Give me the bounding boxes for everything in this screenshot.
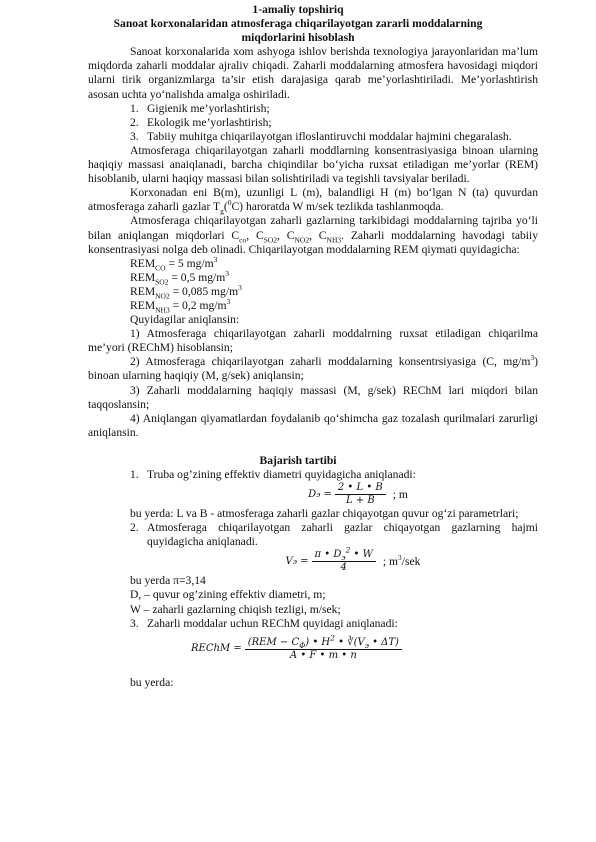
step-number: 2. <box>130 521 139 535</box>
fraction: $\frac{(REM - C_\Phi) • H^2 • ∛(V_э • \Delta T)}{A • F • m • n}$ <box>245 637 402 662</box>
step-number: 3. <box>130 616 139 630</box>
list-text: Gigienik me’yorlashtirish; <box>147 101 270 115</box>
tasks-heading: Quyidagilar aniqlansin: <box>130 313 240 327</box>
norm-list-item <box>130 130 538 144</box>
list-number: 2. <box>130 115 139 129</box>
rem-so2: $REM_{SO2} = 0,5$ $mg/m^3$ <box>130 268 229 287</box>
list-text: Tabiiy muhitga chiqarilayotgan ifloslantiruvchi moddalar hajmini chegaralash. <box>147 129 512 143</box>
norm-list-item <box>130 116 538 130</box>
step-text: Atmosferaga chiqarilayotgan zaharli gazlar chiqayotgan gazlarning hajmi quyidagicha aniqlanadi. <box>147 521 538 549</box>
step-number: 1. <box>130 468 139 481</box>
intro-paragraph-1: Sanoat korxonalarida xom ashyoga ishlov berishda texnologiya jarayonlaridan ma’lum miqdorda zaharli moddalar ajraliv chiqadi. Zaharli moddalarning atmosfera havosidagi miqdori ularni tirik organizmlarga ta’sir etish darajasiga qarab me’yorlashtiriladi. Me’yorlashtirish asosan uchta yo‘nalishda amalga oshiriladi. <box>88 45 538 101</box>
fraction: $\frac{2 • L • B}{L + B}$ <box>335 482 386 507</box>
formula-rechm: REChM = $\frac{(REM - C_\Phi) • H^2 • ∛(V_э • \Delta T)}{A • F • m • n}$ <box>0 637 596 662</box>
d-note: D, – quvur og’zining effektiv diametri, m; <box>130 588 326 602</box>
doc-title-line1: 1-amaliy topshiriq <box>252 3 344 16</box>
step-2 <box>130 521 538 549</box>
intro-paragraph-4: Atmosferaga chiqarilayotgan zaharli gazlarning tarkibidagi moddalarning tajriba yo‘li bilan aniqlangan miqdorlari $C_{co}$, $C_{SO2}$, $C_{NO2}$, $C_{NH3}$. Zaharli moddalarning havodagi tabiiy konsentrasiyasi nolga deb olinadi. Chiqarilayotgan moddalarning REM qiymati quyidagicha: <box>88 214 539 256</box>
formula-volume: V э = $\frac{\pi • D_э^2 • W}{4}$ ; $m^3$/sek <box>285 546 421 574</box>
task-1: 1) Atmosferaga chiqarilayotgan zaharli moddalrning ruxsat etiladigan chiqarilma me’yori (REChM) hisoblansin; <box>88 327 538 355</box>
rem-no2: $REM_{NO2} = 0,085$ $mg/m^3$ <box>130 283 242 301</box>
rem-nh3: $REM_{NH3} = 0,2$ $mg/m^3$ <box>130 297 231 315</box>
step-1-note: bu yerda: L va B - atmosferaga zaharli gazlar chiqayotgan quvur og‘zi parametrlari; <box>130 507 519 521</box>
norm-list-item <box>130 102 538 116</box>
fraction: $\frac{\pi • D_э^2 • W}{4}$ <box>312 549 376 574</box>
task-3: 3) Zaharli moddalarning haqiqiy massasi (M, g/sek) REChM lari miqdori bilan taqqoslansin; <box>88 383 538 411</box>
step-text: Zaharli moddalar uchun REChM quyidagi aniqlanadi: <box>147 616 398 630</box>
pi-note: bu yerda π=3,14 <box>130 574 206 588</box>
step-text: Truba og’zining effektiv diametri quyidagicha aniqlanadi: <box>147 468 416 481</box>
list-number: 1. <box>130 101 139 115</box>
doc-title-line2: Sanoat korxonalaridan atmosferaga chiqarilayotgan zararli moddalarning <box>113 17 483 31</box>
task-4: 4) Aniqlangan qiyamatlardan foydalanib qo‘shimcha gaz tozalash qurilmalari zarurligi aniqlansin. <box>88 411 538 439</box>
task-2: 2) Atmosferaga chiqarilayotgan zaharli moddalarning konsentrsiyasiga (C, $mg/m^3$) binoan ularning haqiqiy (M, g/sek) aniqlansin; <box>88 353 538 383</box>
procedure-heading: Bajarish tartibi <box>259 453 337 467</box>
formula-diameter: D э = $\frac{2 • L • B}{L + B}$ ; m <box>308 482 408 507</box>
rem-co: $REM_{CO} = 5$ $mg/m^3$ <box>130 254 218 272</box>
last-line: bu yerda: <box>130 675 174 689</box>
list-text: Ekologik me’yorlashtirish; <box>147 115 272 129</box>
intro-paragraph-2: Atmosferaga chiqarilayotgan zaharli moddlarning konsentrasiyasiga binoan ularning haqiqiy massasi anaiqlanadi, barcha chiqindilar bo‘yicha ruxsat etiladigan me’yorlar (REM) hisoblanib, ularni haqiqy massasi bilan solishtiriladi va tegishli tavsiyalar beriladi. <box>88 143 538 186</box>
step-3 <box>130 617 538 631</box>
step-1 <box>130 468 538 482</box>
list-number: 3. <box>130 129 139 143</box>
doc-title-line3: miqdorlarini hisoblash <box>241 31 355 45</box>
intro-paragraph-3: Korxonadan eni B(m), uzunligi L (m), balandligi H (m) bo‘lgan N (ta) quvurdan atmosferaga zaharli gazlar $T_g(^0C)$ haroratda W m/sek tezlikda tashlanmoqda. <box>88 186 538 216</box>
w-note: W – zaharli gazlarning chiqish tezligi, m/sek; <box>130 602 341 616</box>
